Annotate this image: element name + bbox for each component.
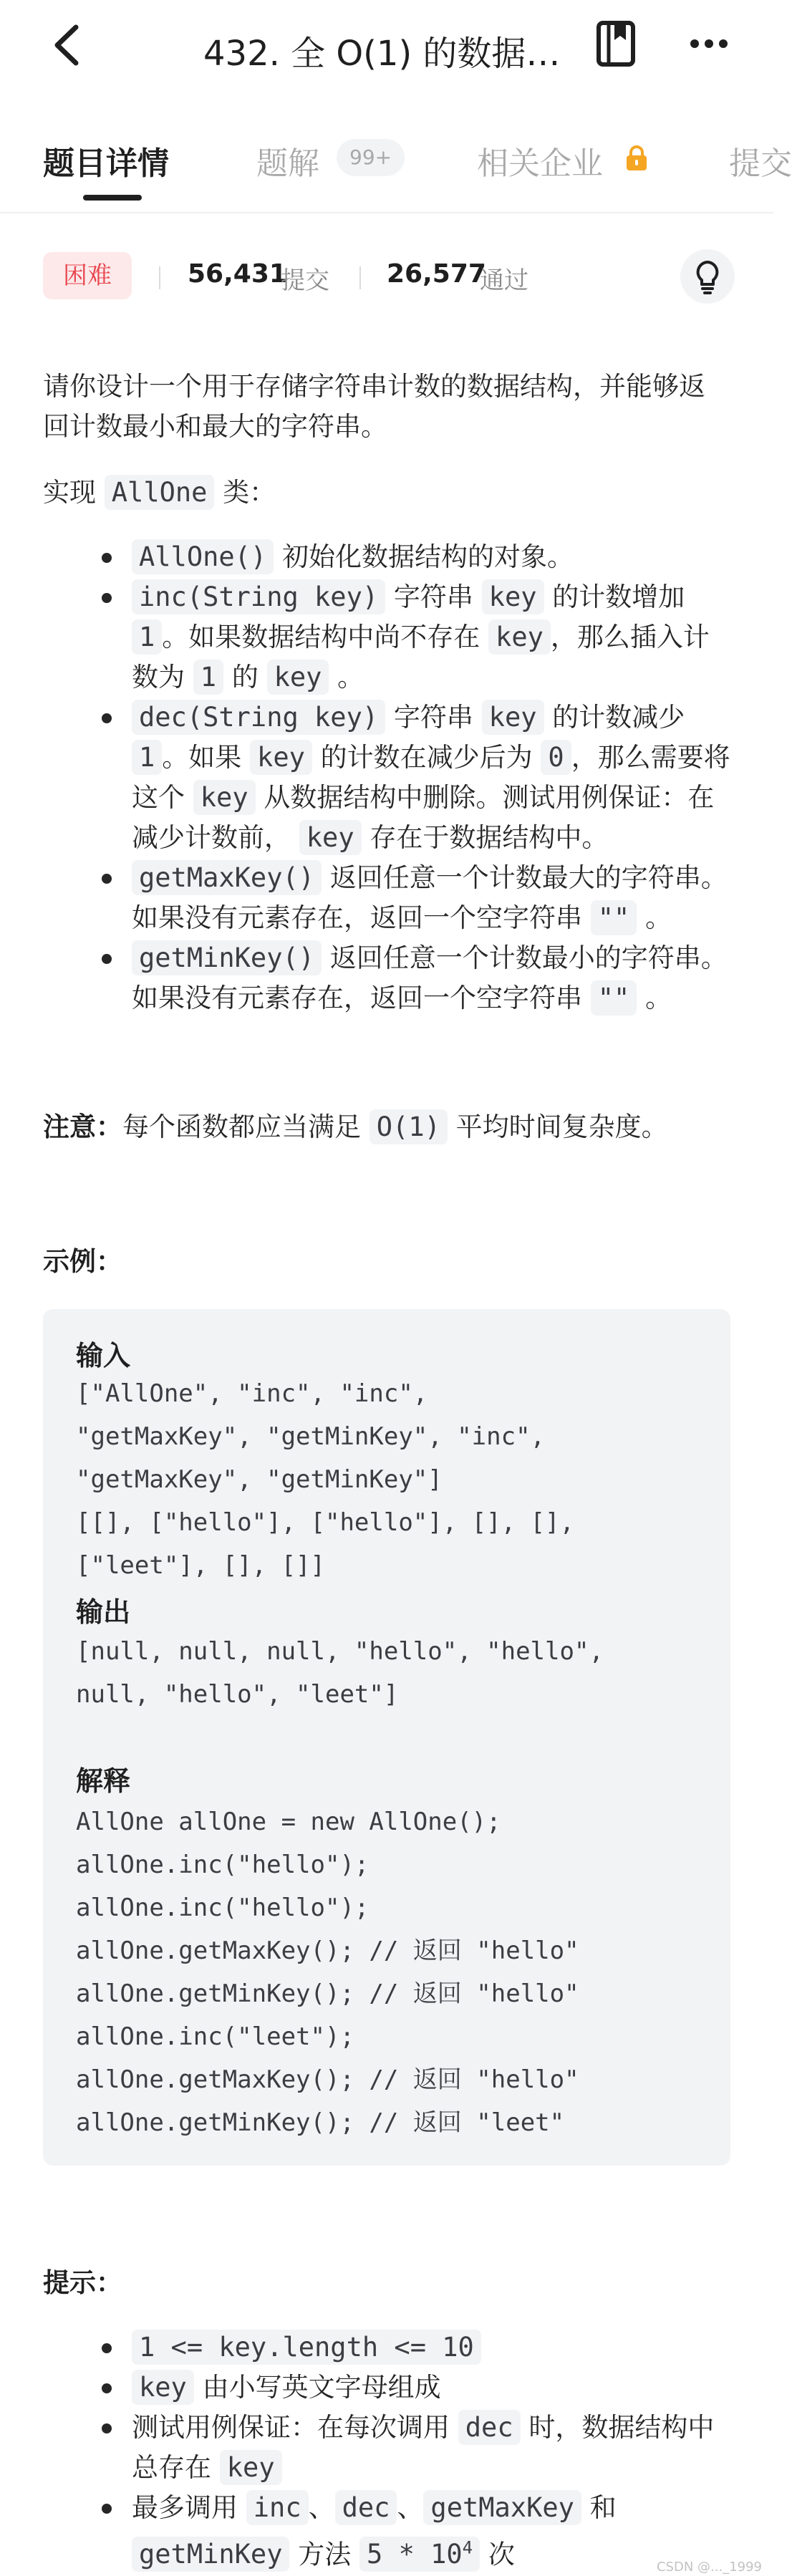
inline-code: O(1) xyxy=(370,1109,448,1144)
constraint-text: 、 xyxy=(308,2492,335,2523)
method-signature: getMaxKey() xyxy=(132,860,322,895)
inline-code: key xyxy=(482,700,544,735)
implement-suffix: 类： xyxy=(223,477,276,508)
stats-separator xyxy=(159,266,160,289)
accepted-label: 通过 xyxy=(480,266,528,295)
code-text: "leet" xyxy=(461,2108,565,2137)
explanation-label: 解释 xyxy=(76,1765,131,1797)
inline-code: "" xyxy=(591,980,637,1016)
constraints-list xyxy=(43,2327,730,2575)
class-name-code: AllOne xyxy=(105,475,215,510)
method-text: 。如果 xyxy=(162,742,242,773)
note-line xyxy=(43,1107,730,1147)
method-signature: getMinKey() xyxy=(132,940,322,975)
list-item xyxy=(43,858,730,938)
inline-code: "" xyxy=(591,900,637,935)
constraint-text: 由小写英文字母组成 xyxy=(202,2372,441,2403)
explanation-line: allOne.inc("leet"); xyxy=(76,2022,354,2051)
method-signature: AllOne() xyxy=(132,539,274,574)
inline-code-exponent: 4 xyxy=(462,2538,473,2558)
note-text: 平均时间复杂度。 xyxy=(455,1111,668,1142)
constraint-text: 最多调用 xyxy=(132,2492,238,2523)
explanation-line: allOne.inc("hello"); xyxy=(76,1851,370,1879)
problem-intro: 请你设计一个用于存储字符串计数的数据结构，并能够返回计数最小和最大的字符串。 xyxy=(43,371,705,442)
method-text: 。 xyxy=(645,983,672,1013)
code-text: "hello" xyxy=(461,2065,579,2094)
comment-text: 返回 xyxy=(412,2065,462,2094)
inline-code: inc xyxy=(246,2490,309,2525)
explanation-line xyxy=(76,2058,579,2101)
implement-prefix: 实现 xyxy=(43,477,96,508)
method-text: 从数据结构中删除。测试用例保证：在减少计数前， xyxy=(132,782,715,853)
constraint-text: 测试用例保证：在每次调用 xyxy=(132,2412,450,2443)
inline-code: dec xyxy=(458,2410,521,2445)
code-text: allOne.getMaxKey(); // xyxy=(76,1936,413,1965)
watermark: CSDN @..._1999 xyxy=(656,2560,762,2575)
list-item xyxy=(43,2488,730,2575)
inline-code: key xyxy=(220,2450,282,2485)
inline-code: getMinKey xyxy=(132,2537,289,2572)
code-text: allOne.getMinKey(); // xyxy=(76,1979,413,2008)
explanation-line xyxy=(76,1929,579,1972)
constraint-text: 和 xyxy=(589,2492,617,2523)
difficulty-badge: 困难 xyxy=(43,252,132,299)
method-text: 。如果数据结构中尚不存在 xyxy=(162,622,480,652)
note-text: 每个函数都应当满足 xyxy=(122,1111,361,1142)
list-item xyxy=(43,537,730,577)
lightbulb-icon xyxy=(680,249,735,304)
list-item xyxy=(43,2408,730,2488)
output-line: null, "hello", "leet"] xyxy=(76,1680,399,1709)
constraint-text: 时，数据结构中总存在 xyxy=(132,2412,715,2483)
accepted-count: 26,577 xyxy=(387,259,486,289)
method-description: 返回任意一个计数最大的字符串。如果没有元素存在，返回一个空字符串 xyxy=(132,862,728,933)
inline-code: key xyxy=(482,579,544,614)
method-text: 字符串 xyxy=(393,582,473,612)
active-tab-indicator xyxy=(83,195,142,201)
comment-text: 返回 xyxy=(412,2108,462,2137)
list-item xyxy=(43,698,730,858)
method-list xyxy=(43,537,730,1018)
list-item xyxy=(43,577,730,698)
inline-code: 1 xyxy=(132,740,162,775)
inline-code: key xyxy=(267,660,329,695)
method-text: 。 xyxy=(645,902,672,933)
method-text: 的计数在减少后为 xyxy=(320,742,533,773)
inline-code: 1 xyxy=(132,619,162,655)
code-text: allOne.getMinKey(); // xyxy=(76,2108,413,2137)
example-block xyxy=(43,1309,730,2166)
constraints-heading: 提示： xyxy=(43,2267,122,2298)
method-text: 的计数减少 xyxy=(552,702,685,733)
explanation-line: allOne.inc("hello"); xyxy=(76,1894,370,1922)
inline-code: key xyxy=(299,820,362,855)
inline-code: 1 xyxy=(193,660,223,695)
list-item xyxy=(43,938,730,1018)
stats-separator xyxy=(359,266,361,289)
method-text: ，那么插入计数为 xyxy=(132,622,710,693)
constraint-text: 次 xyxy=(488,2539,515,2570)
inline-code: getMaxKey xyxy=(423,2490,581,2525)
note-label: 注意： xyxy=(43,1111,122,1142)
output-line: [null, null, null, "hello", "hello", xyxy=(76,1637,604,1666)
code-text: "hello" xyxy=(461,1936,579,1965)
inline-code: key xyxy=(250,740,312,775)
code-text: "hello" xyxy=(461,1979,579,2008)
input-line: "getMaxKey", "getMinKey", "inc", xyxy=(76,1422,546,1451)
explanation-line xyxy=(76,2101,564,2144)
input-line: [[], ["hello"], ["hello"], [], [], xyxy=(76,1508,574,1537)
tab-divider xyxy=(0,212,773,213)
list-item xyxy=(43,2327,730,2368)
tab-submissions[interactable]: 提交 xyxy=(729,145,792,182)
back-icon[interactable] xyxy=(49,21,84,69)
inline-code: 1 <= key.length <= 10 xyxy=(132,2330,481,2365)
inline-code: 0 xyxy=(541,740,571,775)
example-heading: 示例： xyxy=(43,1246,122,1277)
method-signature: inc(String key) xyxy=(132,579,385,614)
submissions-label: 提交 xyxy=(281,266,329,295)
top-bar xyxy=(0,0,773,92)
output-label: 输出 xyxy=(76,1596,131,1628)
hint-button[interactable] xyxy=(680,249,735,304)
inline-code-number: 5 * 10 xyxy=(367,2539,463,2570)
method-text: 的 xyxy=(231,662,259,693)
implement-line xyxy=(43,473,730,513)
lock-icon xyxy=(624,145,649,172)
method-signature: dec(String key) xyxy=(132,700,385,735)
explanation-line xyxy=(76,1972,579,2015)
comment-text: 返回 xyxy=(412,1936,462,1965)
solutions-count-badge: 99+ xyxy=(337,139,405,176)
input-line: ["AllOne", "inc", "inc", xyxy=(76,1379,428,1408)
input-line: ["leet"], [], []] xyxy=(76,1551,325,1580)
page-title: 432. 全 O(1) 的数据… xyxy=(203,34,561,74)
method-text: 。 xyxy=(337,662,364,693)
comment-text: 返回 xyxy=(412,1979,462,2008)
constraint-text: 、 xyxy=(397,2492,424,2523)
method-description: 返回任意一个计数最小的字符串。如果没有元素存在，返回一个空字符串 xyxy=(132,942,728,1013)
tab-companies[interactable]: 相关企业 xyxy=(477,145,603,182)
bookmark-book-icon[interactable] xyxy=(594,20,637,67)
inline-code xyxy=(359,2537,480,2572)
constraint-text: 方法 xyxy=(298,2539,352,2570)
tab-solutions[interactable]: 题解 xyxy=(256,145,319,182)
inline-code: key xyxy=(193,780,256,815)
method-text: ，那么需要将这个 xyxy=(132,742,730,813)
input-line: "getMaxKey", "getMinKey"] xyxy=(76,1465,443,1494)
method-description: 初始化数据结构的对象。 xyxy=(281,541,574,572)
inline-code: key xyxy=(132,2370,194,2405)
method-text: 字符串 xyxy=(393,702,473,733)
more-icon[interactable] xyxy=(687,36,730,52)
submissions-count: 56,431 xyxy=(188,259,287,289)
list-item xyxy=(43,2368,730,2408)
tab-description[interactable]: 题目详情 xyxy=(43,145,169,182)
explanation-line: AllOne allOne = new AllOne(); xyxy=(76,1808,501,1836)
code-text: allOne.getMaxKey(); // xyxy=(76,2065,413,2094)
inline-code: key xyxy=(488,619,551,655)
method-text: 存在于数据结构中。 xyxy=(370,822,609,853)
inline-code: dec xyxy=(335,2490,397,2525)
input-label: 输入 xyxy=(76,1340,131,1371)
method-text: 的计数增加 xyxy=(552,582,685,612)
